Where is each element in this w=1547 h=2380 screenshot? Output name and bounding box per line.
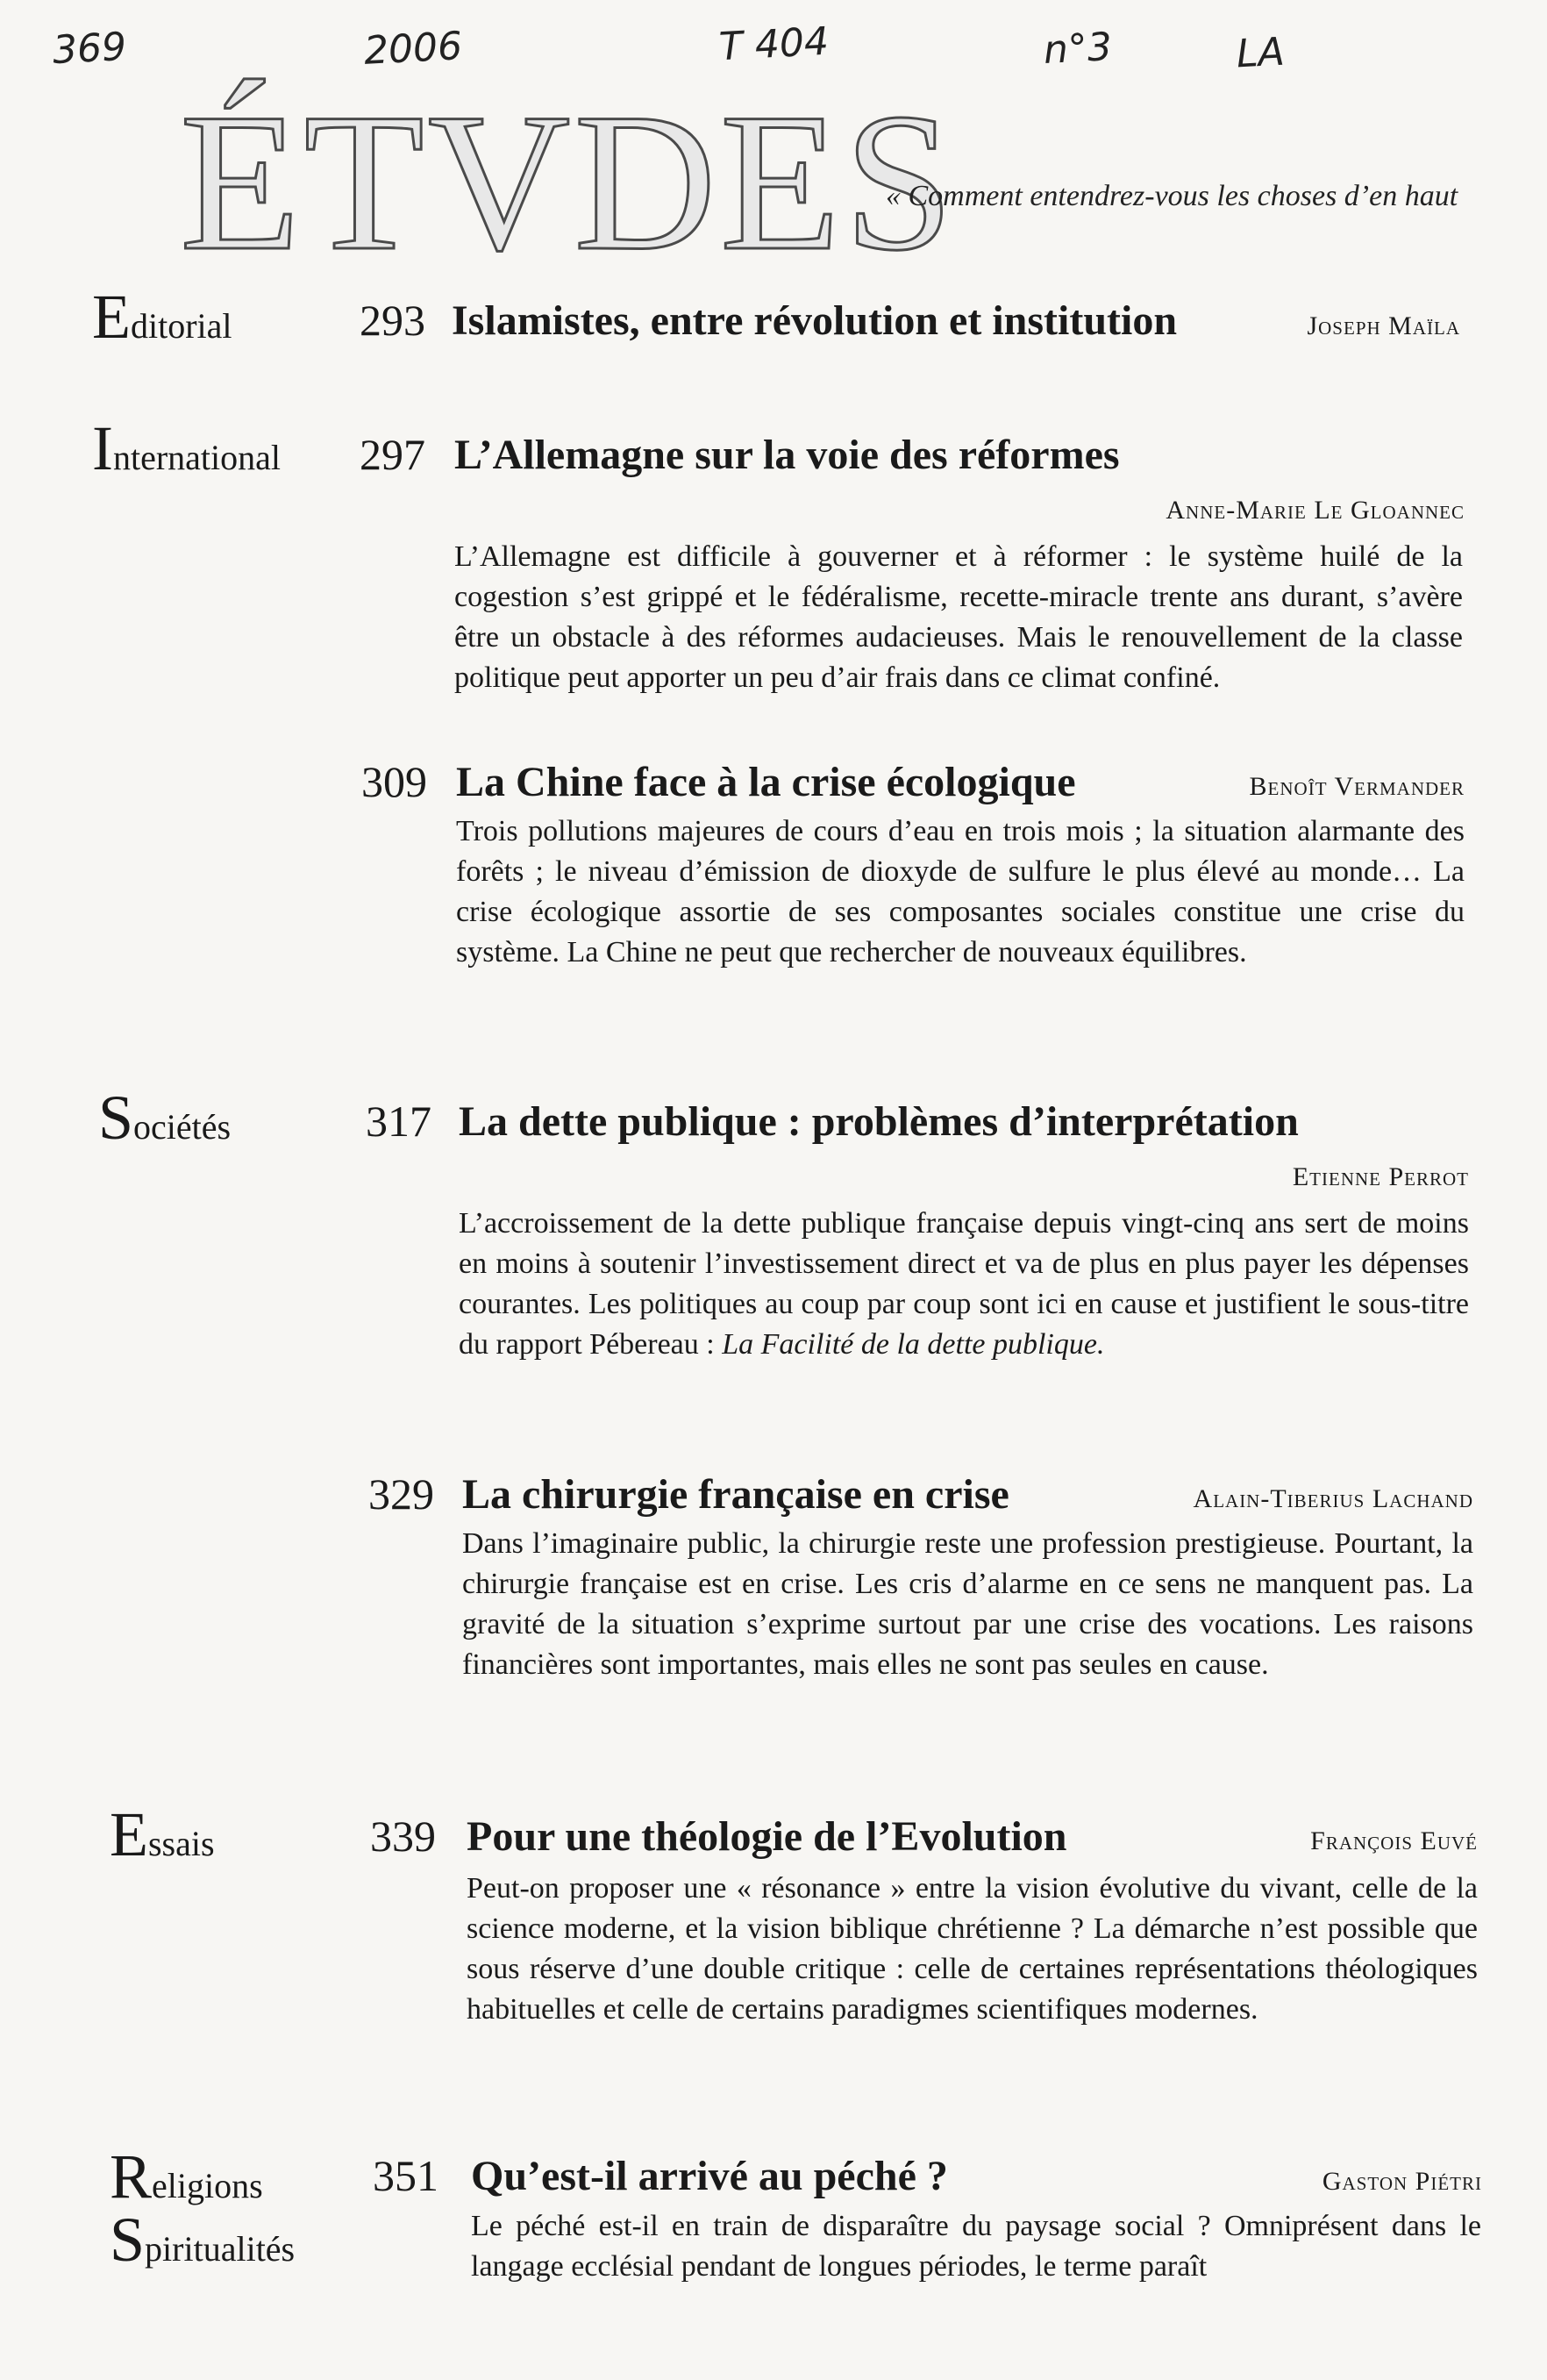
- article-title: Qu’est-il arrivé au péché ?: [471, 2153, 948, 2199]
- section-label: ditorial: [130, 306, 232, 346]
- article-author: Joseph Maïla: [1307, 311, 1460, 340]
- abstract-italic: La Facilité de la dette publique.: [722, 1328, 1105, 1361]
- article-author: Anne-Marie Le Gloannec: [1166, 496, 1465, 525]
- section-societes: [98, 1083, 232, 1153]
- page-number: 329: [368, 1469, 434, 1519]
- section-line: [110, 2205, 296, 2275]
- page-number: 293: [360, 296, 425, 345]
- article-title: La chirurgie française en crise: [462, 1471, 1009, 1518]
- section-initial: S: [98, 1083, 134, 1153]
- page-number: 317: [366, 1097, 431, 1146]
- article-title: L’Allemagne sur la voie des réformes: [454, 432, 1120, 478]
- section-initial: I: [92, 413, 113, 483]
- section-essais: [110, 1799, 215, 1869]
- page-number: 297: [360, 430, 425, 479]
- section-initial: S: [110, 2205, 146, 2275]
- page-number: 309: [361, 757, 427, 806]
- section-line: [110, 2141, 295, 2212]
- handwritten-note: LA: [1235, 29, 1286, 77]
- handwritten-note: n°3: [1042, 24, 1114, 74]
- section-initial: E: [92, 282, 131, 352]
- article-author: Etienne Perrot: [1292, 1162, 1469, 1191]
- handwritten-note: 2006: [362, 24, 464, 74]
- article-abstract: Peut-on proposer une « résonance » entre la vision évolutive du vivant, celle de la science moderne, et la vision biblique chrétienne ? La démarche n’est possible que sous réserve d’une double critique : celle de certaines représentations théologiques habituelles et celle de certains paradigmes scientifiques modernes.: [467, 1872, 1478, 2026]
- article-abstract: Dans l’imaginaire public, la chirurgie reste une profession prestigieuse. Pourtant, la chirurgie française est en crise. Les cris d’alarme en ce sens ne manquent pas. La gravité de la situation s’exprime surtout par une crise des vocations. Les raisons financières sont importantes, mais elles ne sont pas seules en cause.: [462, 1527, 1473, 1681]
- article-abstract: Trois pollutions majeures de cours d’eau en trois mois ; la situation alarmante des forêts ; le niveau d’émission de dioxyde de sulfure le plus élevé au monde… La crise écologique assortie de ses composantes sociales constitue une crise du système. La Chine ne peut que rechercher de nouveaux équilibres.: [456, 815, 1465, 968]
- article-author: Alain-Tiberius Lachand: [1193, 1484, 1473, 1513]
- page-number: 339: [370, 1812, 436, 1861]
- article-title: La dette publique : problèmes d’interprétation: [459, 1098, 1299, 1145]
- handwritten-note: 369: [51, 24, 128, 74]
- masthead-logo: ÉTVDES: [180, 72, 958, 291]
- section-religions: [110, 2141, 296, 2275]
- section-label: eligions: [152, 2166, 263, 2205]
- masthead-tagline: « Comment entendrez-vous les choses d’en haut: [886, 180, 1458, 212]
- abstract-text: L’accroissement de la dette publique française depuis vingt-cinq ans sert de moins en moins à soutenir l’investissement direct et va de plus en plus payer les dépenses courantes. Les politiques au coup par coup sont ici en cause et justifient le sous-titre du rapport Pébereau :: [459, 1207, 1469, 1361]
- article-author: Benoît Vermander: [1249, 772, 1465, 801]
- section-initial: R: [110, 2141, 153, 2212]
- section-label: piritualités: [145, 2229, 296, 2269]
- article-author: François Euvé: [1310, 1826, 1478, 1855]
- article-title: La Chine face à la crise écologique: [456, 759, 1076, 805]
- section-label: ssais: [147, 1824, 215, 1863]
- article-title: Pour une théologie de l’Evolution: [467, 1813, 1067, 1860]
- article-abstract: L’Allemagne est difficile à gouverner et à réformer : le système huilé de la cogestion s’est grippé et le fédéralisme, recette-miracle trente ans durant, s’avère être un obstacle à des réformes audacieuses. Mais le renouvellement de la classe politique peut apporter un peu d’air frais dans ce climat confiné.: [454, 540, 1463, 694]
- section-label: nternational: [112, 438, 282, 477]
- handwritten-note: T 404: [717, 18, 831, 70]
- section-initial: E: [110, 1799, 148, 1869]
- section-label: ociétés: [133, 1107, 232, 1147]
- article-abstract: [459, 1204, 1469, 1365]
- article-author: Gaston Piétri: [1322, 2167, 1482, 2196]
- section-editorial: [92, 282, 232, 352]
- article-abstract: Le péché est-il en train de disparaître du paysage social ? Omniprésent dans le langage ecclésial pendant de longues périodes, le terme paraît: [471, 2210, 1481, 2283]
- article-title: Islamistes, entre révolution et institution: [452, 297, 1178, 344]
- page-number: 351: [373, 2151, 438, 2200]
- section-international: [92, 413, 282, 483]
